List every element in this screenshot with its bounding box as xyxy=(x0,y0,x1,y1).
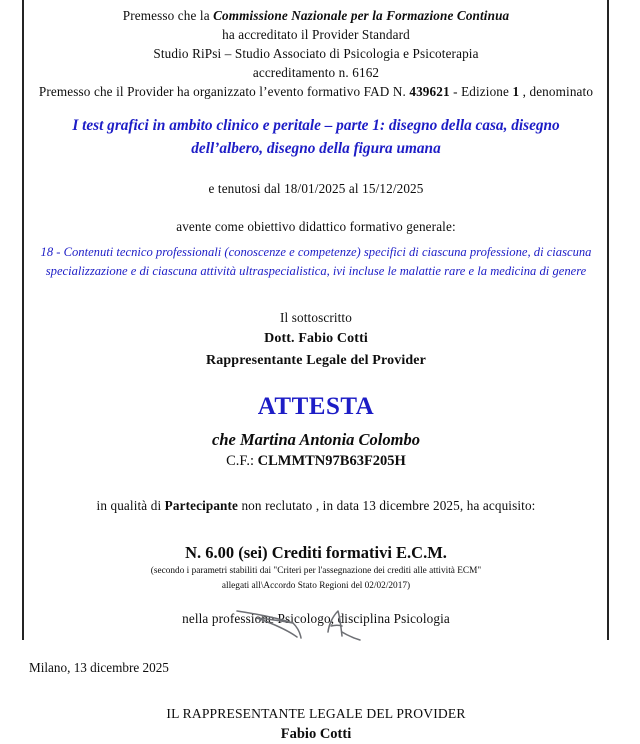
preamble-line-event xyxy=(26,82,606,101)
certificate-content xyxy=(26,0,606,742)
preamble-line1-prefix: Premesso che la xyxy=(122,8,214,23)
credits-note-line-1: (secondo i parametri stabiliti dai "Criteri per l'assegnazione dei crediti alle attività ECM" xyxy=(150,566,482,576)
fiscal-code-label: C.F.: xyxy=(226,453,258,469)
attesta-heading: ATTESTA xyxy=(257,393,375,420)
signature-role-caption: IL RAPPRESENTANTE LEGALE DEL PROVIDER xyxy=(166,706,466,721)
capacity-role: Partecipante xyxy=(164,498,239,513)
event-dates: e tenutosi dal 18/01/2025 al 15/12/2025 xyxy=(208,181,424,196)
preamble-block xyxy=(26,6,606,101)
profession-line: nella professione Psicologo, disciplina Psicologia xyxy=(182,611,450,626)
signature-block xyxy=(26,704,606,744)
edition-number: 1 xyxy=(512,84,520,99)
page-border-left xyxy=(22,0,24,640)
undersigned-name: Dott. Fabio Cotti xyxy=(264,331,368,346)
credits-line: N. 6.00 (sei) Crediti formativi E.C.M. xyxy=(185,543,447,562)
provider-name: Studio RiPsi – Studio Associato di Psicologia e Psicoterapia xyxy=(153,46,479,61)
preamble-line-commission xyxy=(26,6,606,25)
capacity-prefix: in qualità di xyxy=(96,498,165,513)
signature-signer-name: Fabio Cotti xyxy=(280,726,352,742)
credits-note-line-2: allegati all\Accordo Stato Regioni del 02/02/2017) xyxy=(221,580,411,591)
undersigned-block xyxy=(26,307,606,372)
capacity-line xyxy=(26,496,606,515)
fiscal-code-line xyxy=(26,451,606,471)
commission-name: Commissione Nazionale per la Formazione Continua xyxy=(213,8,510,23)
event-suffix: , denominato xyxy=(519,84,594,99)
issue-place-date: Milano, 13 dicembre 2025 xyxy=(29,660,169,675)
event-number: 439621 xyxy=(409,84,450,99)
participant-line: che Martina Antonia Colombo xyxy=(212,430,420,449)
objective-label: avente come obiettivo didattico formativo generale: xyxy=(176,219,456,234)
fiscal-code-value: CLMMTN97B63F205H xyxy=(257,453,406,469)
event-prefix: Premesso che il Provider ha organizzato l’evento formativo FAD N. xyxy=(38,84,410,99)
capacity-suffix: non reclutato , in data 13 dicembre 2025, ha acquisito: xyxy=(238,498,536,513)
edition-label: - Edizione xyxy=(449,84,513,99)
preamble-line-provider-accredited: ha accreditato il Provider Standard xyxy=(222,27,410,42)
undersigned-role: Rappresentante Legale del Provider xyxy=(205,353,427,368)
accreditation-number: accreditamento n. 6162 xyxy=(252,65,380,80)
page-border-right xyxy=(607,0,609,640)
objective-text: 18 - Contenuti tecnico professionali (conoscenze e competenze) specifici di ciascuna professione, di ciascuna specializzazione e di ciascuna attività ultraspecialistica, ivi incluse le malattie rare e la medicina di genere xyxy=(40,245,592,278)
undersigned-intro: Il sottoscritto xyxy=(280,310,352,325)
event-title: I test grafici in ambito clinico e peritale – parte 1: disegno della casa, disegno dell’albero, disegno della figura umana xyxy=(72,117,560,157)
